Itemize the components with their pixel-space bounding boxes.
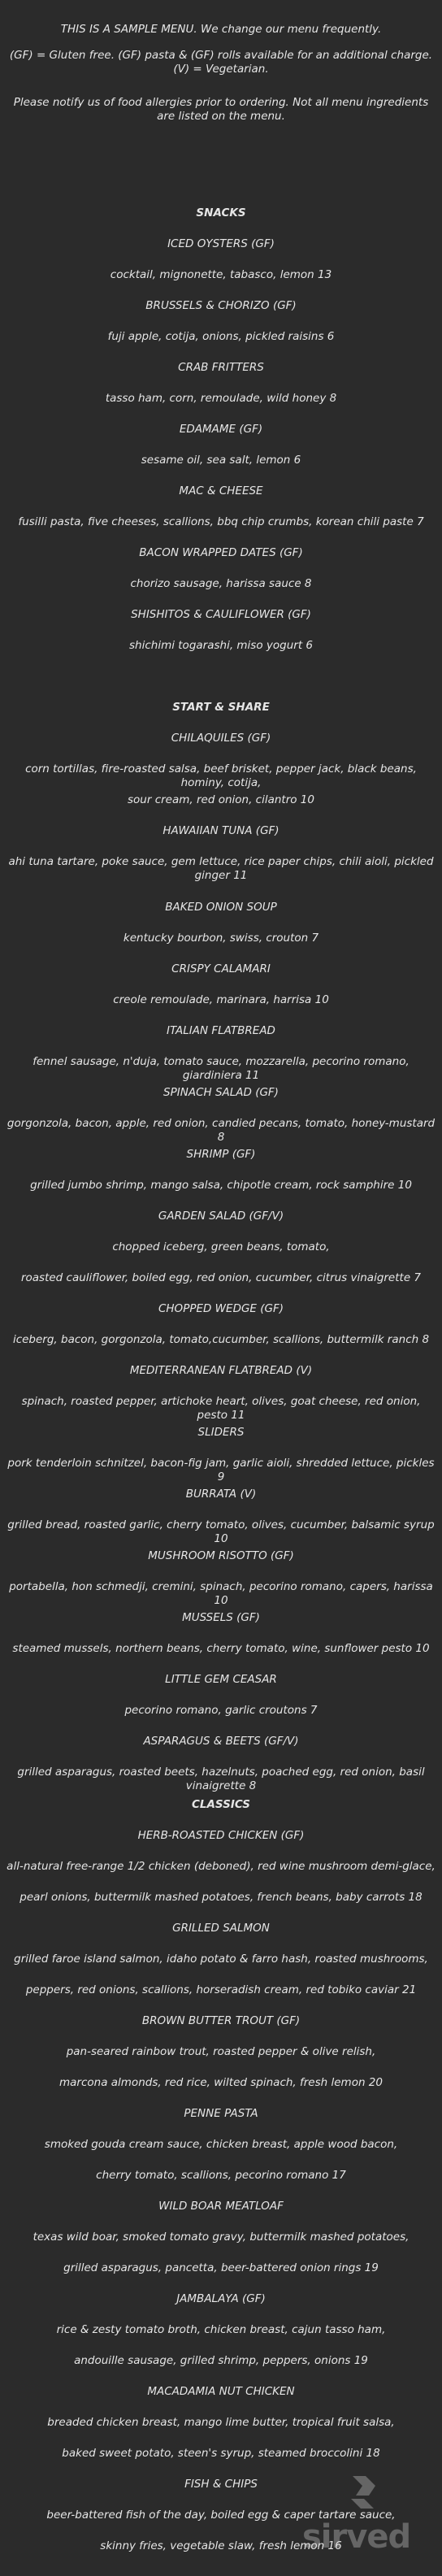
menu-item-name: GRILLED SALMON: [172, 1922, 270, 1935]
menu-item-description: beer-battered fish of the day, boiled egg & caper tartare sauce,: [46, 2509, 396, 2522]
menu-item-description: baked sweet potato, steen's syrup, steamed broccolini 18: [62, 2447, 380, 2460]
sirved-logo-icon: [302, 2471, 400, 2520]
menu-item-description: roasted cauliflower, boiled egg, red onion, cucumber, citrus vinaigrette 7: [20, 1271, 422, 1284]
menu-item-name: JAMBALAYA (GF): [176, 2292, 266, 2305]
menu-item-description: kentucky bourbon, swiss, crouton 7: [123, 932, 319, 945]
menu-item-name: ITALIAN FLATBREAD: [167, 1024, 275, 1037]
menu-item-description: pearl onions, buttermilk mashed potatoes, french beans, baby carrots 18: [20, 1891, 422, 1904]
menu-item-name: LITTLE GEM CEASAR: [165, 1673, 277, 1686]
menu-item-description: iceberg, bacon, gorgonzola, tomato,cucumber, scallions, buttermilk ranch 8: [12, 1333, 430, 1346]
watermark-text: sirved: [302, 2518, 411, 2556]
menu-item-name: CHOPPED WEDGE (GF): [158, 1302, 284, 1315]
menu-item-description: cherry tomato, scallions, pecorino romano 17: [96, 2169, 346, 2182]
menu-item-description: cocktail, mignonette, tabasco, lemon 13: [110, 268, 332, 281]
menu-item-description: ahi tuna tartare, poke sauce, gem lettuce, rice paper chips, chili aioli, pickled ginger 11: [8, 855, 434, 882]
menu-item-name: BACON WRAPPED DATES (GF): [139, 546, 303, 559]
menu-item-name: CHILAQUILES (GF): [171, 732, 271, 745]
menu-item-name: MAC & CHEESE: [179, 484, 263, 497]
menu-item-description: tasso ham, corn, remoulade, wild honey 8: [105, 392, 337, 405]
notice-allergies: Please notify us of food allergies prior to ordering. Not all menu ingredients are listed on the menu.: [13, 96, 429, 123]
menu-item-description: pork tenderloin schnitzel, bacon-fig jam, garlic aioli, shredded lettuce, pickles 9: [7, 1457, 435, 1483]
menu-item-description: creole remoulade, marinara, harrisa 10: [113, 993, 329, 1006]
menu-item-description: all-natural free-range 1/2 chicken (deboned), red wine mushroom demi-glace,: [6, 1860, 436, 1873]
menu-item-name: SPINACH SALAD (GF): [163, 1086, 279, 1099]
menu-item-name: CRISPY CALAMARI: [171, 962, 271, 975]
section-heading-snacks: SNACKS: [196, 206, 246, 219]
menu-item-description: grilled jumbo shrimp, mango salsa, chipotle cream, rock samphire 10: [30, 1179, 412, 1192]
menu-item-description: sour cream, red onion, cilantro 10: [128, 793, 314, 806]
menu-item-description: gorgonzola, bacon, apple, red onion, candied pecans, tomato, honey-mustard 8: [6, 1117, 436, 1144]
notice-gluten-free: (GF) = Gluten free. (GF) pasta & (GF) rolls available for an additional charge. (V) = Vegetarian.: [9, 49, 433, 76]
menu-item-description: rice & zesty tomato broth, chicken breast, cajun tasso ham,: [56, 2323, 386, 2336]
menu-item-name: ICED OYSTERS (GF): [167, 237, 275, 250]
menu-item-description: fennel sausage, n'duja, tomato sauce, mozzarella, pecorino romano, giardiniera 11: [32, 1055, 410, 1082]
menu-item-name: HERB-ROASTED CHICKEN (GF): [137, 1829, 305, 1842]
menu-item-description: chorizo sausage, harissa sauce 8: [130, 577, 312, 590]
menu-item-description: corn tortillas, fire-roasted salsa, beef brisket, pepper jack, black beans, hominy, cotija,: [25, 762, 417, 789]
menu-item-description: shichimi togarashi, miso yogurt 6: [129, 639, 313, 652]
menu-item-description: marcona almonds, red rice, wilted spinach, fresh lemon 20: [58, 2076, 383, 2089]
menu-item-name: SLIDERS: [197, 1426, 245, 1439]
menu-item-name: GARDEN SALAD (GF/V): [158, 1210, 284, 1223]
menu-item-description: spinach, roasted pepper, artichoke heart, olives, goat cheese, red onion, pesto 11: [21, 1395, 421, 1422]
menu-item-description: peppers, red onions, scallions, horseradish cream, red tobiko caviar 21: [25, 1983, 417, 1996]
menu-item-description: chopped iceberg, green beans, tomato,: [112, 1240, 330, 1253]
menu-item-name: BRUSSELS & CHORIZO (GF): [145, 299, 297, 312]
menu-item-description: grilled asparagus, roasted beets, hazelnuts, poached egg, red onion, basil vinaigrette 8: [17, 1766, 425, 1792]
menu-item-name: MEDITERRANEAN FLATBREAD (V): [129, 1364, 313, 1377]
menu-item-name: MACADAMIA NUT CHICKEN: [147, 2385, 295, 2398]
menu-item-name: PENNE PASTA: [184, 2107, 258, 2120]
menu-item-description: grilled bread, roasted garlic, cherry tomato, olives, cucumber, balsamic syrup 10: [7, 1518, 435, 1545]
menu-item-description: portabella, hon schmedji, cremini, spinach, pecorino romano, capers, harissa 10: [9, 1580, 433, 1607]
menu-item-name: BURRATA (V): [185, 1488, 257, 1501]
menu-item-description: grilled asparagus, pancetta, beer-battered onion rings 19: [63, 2261, 379, 2274]
notice-sample-menu: THIS IS A SAMPLE MENU. We change our menu frequently.: [60, 23, 382, 36]
menu-item-name: HAWAIIAN TUNA (GF): [162, 824, 280, 837]
menu-item-name: SHRIMP (GF): [186, 1148, 256, 1161]
menu-item-name: CRAB FRITTERS: [178, 361, 264, 374]
menu-item-name: MUSHROOM RISOTTO (GF): [148, 1549, 294, 1562]
menu-item-name: SHISHITOS & CAULIFLOWER (GF): [131, 608, 311, 621]
menu-item-description: pan-seared rainbow trout, roasted pepper & olive relish,: [66, 2045, 376, 2058]
section-heading-classics: CLASSICS: [191, 1798, 251, 1811]
menu-item-description: grilled faroe island salmon, idaho potato & farro hash, roasted mushrooms,: [14, 1953, 428, 1966]
menu-item-name: ASPARAGUS & BEETS (GF/V): [143, 1735, 299, 1748]
menu-item-description: sesame oil, sea salt, lemon 6: [141, 454, 301, 467]
menu-item-description: andouille sausage, grilled shrimp, peppers, onions 19: [74, 2354, 368, 2367]
menu-item-name: FISH & CHIPS: [184, 2478, 258, 2491]
menu-item-name: EDAMAME (GF): [179, 423, 263, 436]
menu-item-description: skinny fries, vegetable slaw, fresh lemon 16: [100, 2539, 342, 2552]
section-heading-start-share: START & SHARE: [172, 701, 270, 714]
menu-item-name: BAKED ONION SOUP: [165, 901, 277, 914]
menu-item-name: MUSSELS (GF): [182, 1611, 260, 1624]
menu-item-description: fusilli pasta, five cheeses, scallions, bbq chip crumbs, korean chili paste 7: [18, 515, 424, 528]
menu-item-description: breaded chicken breast, mango lime butter, tropical fruit salsa,: [47, 2416, 395, 2429]
menu-item-description: pecorino romano, garlic croutons 7: [124, 1704, 318, 1717]
menu-item-name: WILD BOAR MEATLOAF: [158, 2200, 284, 2213]
menu-item-description: steamed mussels, northern beans, cherry tomato, wine, sunflower pesto 10: [12, 1642, 430, 1655]
menu-item-description: fuji apple, cotija, onions, pickled raisins 6: [107, 330, 335, 343]
menu-item-description: texas wild boar, smoked tomato gravy, buttermilk mashed potatoes,: [32, 2231, 410, 2244]
sirved-watermark: [302, 2471, 411, 2556]
menu-item-name: BROWN BUTTER TROUT (GF): [141, 2014, 301, 2027]
menu-item-description: smoked gouda cream sauce, chicken breast, apple wood bacon,: [44, 2138, 398, 2151]
